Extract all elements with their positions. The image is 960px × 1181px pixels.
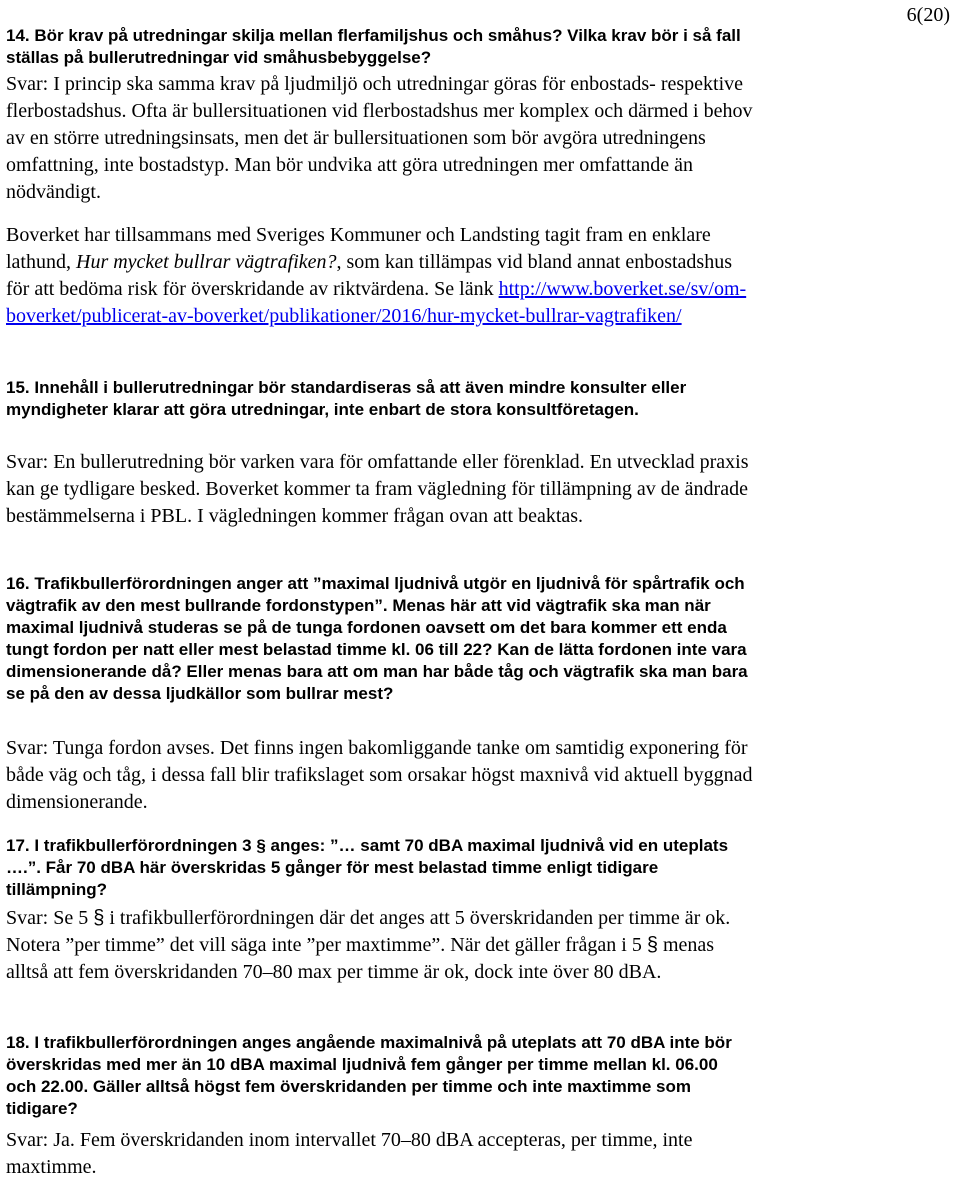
boverket-link[interactable]: http://www.boverket.se/sv/om-boverket/publicerat-av-boverket/publikationer/2016/hur-mycket-bullrar-vagtrafiken/ — [6, 278, 747, 327]
question-16: 16. Trafikbullerförordningen anger att ”maximal ljudnivå utgör en ljudnivå för spårtrafik och vägtrafik av den mest bullrande fordonstypen”. Menas här att vid vägtrafik ska man när maximal ljudnivå studeras se på de tunga fordonen oavsett om det bara kommer ett enda tungt fordon per natt eller mest belastad timme kl. 06 till 22? Kan de lätta fordonen inte vara dimensionerande då? Eller menas bara att om man har både tåg och vägtrafik ska man bara se på den av dessa ljudkällor som bullrar mest? — [6, 574, 748, 703]
answer-17 — [6, 905, 754, 986]
question-15: 15. Innehåll i bullerutredningar bör standardiseras så att även mindre konsulter eller myndigheter klarar att göra utredningar, inte enbart de stora konsultföretagen. — [6, 378, 687, 419]
answer-label: Svar: — [6, 451, 49, 473]
answer-text: i trafikbullerförordningen där det anges att 5 överskridanden per timme är ok. Notera ”per timme” det vill säga inte ”per maxtimme”. När det gäller frågan i 5 — [6, 907, 731, 956]
answer-18 — [6, 1127, 754, 1181]
answer-label: Svar: — [6, 73, 49, 95]
answer-label: Svar: — [6, 737, 49, 759]
answer-text: En bullerutredning bör varken vara för omfattande eller förenklad. En utvecklad praxis kan ge tydligare besked. Boverket kommer ta fram vägledning för tillämpning av de ändrade bestämmelserna i PBL. I vägledningen kommer frågan ovan att beaktas. — [6, 451, 749, 527]
question-14: 14. Bör krav på utredningar skilja mellan flerfamiljshus och småhus? Vilka krav bör i så fall ställas på bullerutredningar vid småhusbebyggelse? — [6, 26, 741, 67]
section-sign: § — [646, 934, 658, 956]
section-sign: § — [93, 907, 105, 929]
publication-title: Hur mycket bullrar vägtrafiken? — [76, 251, 337, 273]
paragraph-text: Boverket har tillsammans med Sveriges Kommuner och Landsting tagit fram en enklare lathund, — [6, 224, 711, 273]
answer-label: Svar — [6, 907, 43, 929]
answer-text: menas alltså att fem överskridanden 70–80 max per timme är ok, dock inte över 80 dBA. — [6, 934, 715, 983]
answer-text: : Se 5 — [42, 907, 89, 929]
answer-15 — [6, 449, 754, 530]
answer-label: Svar: — [6, 1129, 49, 1151]
answer-text: I princip ska samma krav på ljudmiljö och utredningar göras för enbostads- respektive flerbostadshus. Ofta är bullersituationen vid flerbostadshus mer komplex och därmed i behov av en större utredningsinsats, men det är bullersituationen som bör avgöra utredningens omfattning, inte bostadstyp. Man bör undvika att göra utredningen mer omfattande än nödvändigt. — [6, 73, 753, 203]
paragraph-text: , som kan tillämpas vid bland annat enbostadshus för att bedöma risk för överskridande av riktvärdena. Se länk — [6, 251, 732, 300]
answer-14 — [6, 71, 754, 206]
page-number: 6(20) — [906, 4, 950, 26]
answer-text: Ja. Fem överskridanden inom intervallet 70–80 dBA accepteras, per timme, inte maxtimme. — [6, 1129, 693, 1178]
lathund-paragraph — [6, 222, 754, 330]
question-18: 18. I trafikbullerförordningen anges angående maximalnivå på uteplats att 70 dBA inte bör överskridas med mer än 10 dBA maximal ljudnivå fem gånger per timme mellan kl. 06.00 och 22.00. Gäller alltså högst fem överskridanden per timme och inte maxtimme som tidigare? — [6, 1033, 732, 1118]
answer-16 — [6, 735, 754, 816]
question-17: 17. I trafikbullerförordningen 3 § anges: ”… samt 70 dBA maximal ljudnivå vid en uteplats ….”. Får 70 dBA här överskridas 5 gånger för mest belastad timme enligt tidigare tillämpning? — [6, 836, 729, 899]
answer-text: Tunga fordon avses. Det finns ingen bakomliggande tanke om samtidig exponering för både väg och tåg, i dessa fall blir trafikslaget som orsakar högst maxnivå vid aktuell byggnad dimensionerande. — [6, 737, 753, 813]
